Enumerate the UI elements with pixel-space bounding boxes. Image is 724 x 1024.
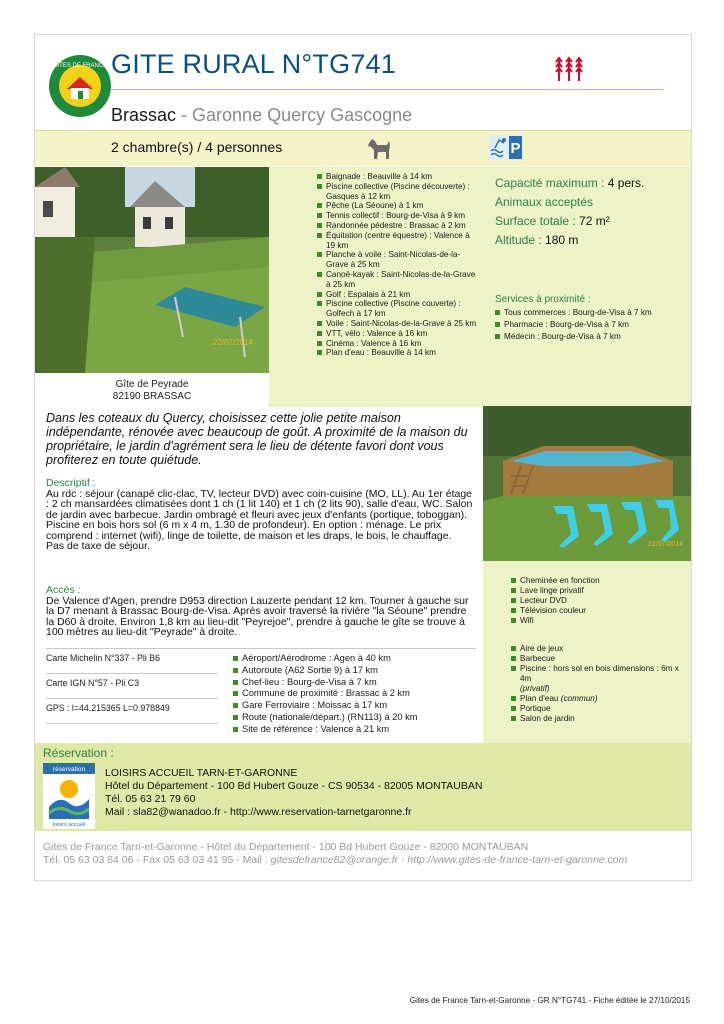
descriptif-body: Au rdc : séjour (canapé clic-clac, TV, lecteur DVD) avec coin-cuisine (MO, LL). Au 1er étage : 2 ch mansardées climatisées dont 1 ch (1 lit 140) et 1 ch (2 lits 90), salle d'eau, WC. Salon de jardin avec barbecue. Jardin ombragé et fleuri avec jeux d'enfants (portique, toboggan). Piscine en bois hors sol (6 m x 4 m, 1.30 de profondeur). En option : ménage. Le prix comprend : internet (wifi), linge de toilette, de maison et les draps, le bois, le chauffage. [46, 488, 473, 542]
altitude-stat [495, 233, 578, 247]
section-divider [46, 648, 476, 649]
list-item: Aire de jeux [511, 644, 689, 654]
list-item [511, 694, 689, 704]
list-item: Wifi [511, 616, 689, 626]
listing-sheet [34, 34, 692, 881]
dog-icon [365, 135, 393, 161]
list-item: Aéroport/Aérodrome : Agen à 40 km [233, 653, 418, 665]
epis-rating-icon [553, 53, 593, 83]
lake-note: (commun) [560, 694, 598, 703]
house-name: Gîte de Peyrade [115, 379, 189, 390]
acces-label: Accès : [46, 584, 81, 596]
list-item: Commune de proximité : Brassac à 2 km [233, 688, 418, 700]
descriptif-label: Descriptif : [46, 477, 96, 489]
list-item: Gare Ferroviaire : Moissac à 17 km [233, 700, 418, 712]
services-title: Services à proximité : [495, 294, 591, 305]
list-item: Tennis collectif : Bourg-de-Visa à 9 km [317, 211, 479, 221]
list-item: Salon de jardin [511, 714, 689, 724]
loisirs-accueil-logo [43, 763, 95, 829]
list-item: Randonnée pédestre : Brassac à 2 km [317, 221, 479, 231]
region-name: Garonne Quercy Gascogne [192, 105, 413, 125]
pool-photo [483, 406, 691, 561]
footer-phone: Tél. 05 63 03 84 06 - Fax 05 63 03 41 95 - Mail : [43, 854, 271, 866]
logo-top-text: réservation [52, 766, 86, 773]
equipment-panel [483, 561, 691, 743]
list-item: Site de référence : Valence à 21 km [233, 724, 418, 736]
surface-value: 72 m² [579, 214, 610, 228]
gps-coordinates: GPS : l=44.215365 L=0.978849 [46, 702, 218, 724]
descriptif-text [46, 489, 476, 551]
rooms-capacity: 2 chambre(s) / 4 personnes [111, 139, 283, 155]
gites-de-france-logo [47, 53, 113, 119]
list-item: VTT, vélo : Valence à 16 km [317, 329, 479, 339]
list-item: Piscine collective (Piscine couverte) : Golfech à 17 km [317, 299, 479, 319]
list-item [511, 664, 689, 694]
location-subtitle [111, 105, 412, 126]
edition-note: Gites de France Tarn-et-Garonne - GR N°TG741 - Fiche éditée le 27/10/2015 [409, 996, 690, 1005]
subtitle-separator: - [176, 105, 193, 125]
capacity-stat [495, 176, 644, 190]
logo-text: GÎTES DE FRANCE [52, 63, 108, 69]
house-postcode: 82190 BRASSAC [112, 391, 192, 402]
acces-text: De Valence d'Agen, prendre D953 direction Lauzerte pendant 12 km. Tourner à gauche sur la D7 menant à Brassac Bourg-de-Visa. Après avoir traversé la rivière "la Séoune" prendre la D60 à droite. Environ 1,8 km au lieu-dit "Peyrejoe", prendre à gauche le gîte se trouve à 100 mètres au lieu-dit "Peyrade" à droite. [46, 595, 469, 639]
capacity-value: 4 pers. [607, 176, 645, 190]
agency-phone: Tél. 05 63 21 79 60 [105, 793, 196, 805]
capacity-label: Capacité maximum : [495, 176, 608, 190]
leisure-panel [269, 167, 483, 407]
list-item: Cheminée en fonction [511, 576, 689, 586]
list-item: Tous commerces : Bourg-de-Visa à 7 km [495, 307, 652, 319]
ign-map: Carte IGN N°57 - Pli C3 [46, 677, 218, 699]
animals-stat: Animaux acceptés [495, 195, 594, 209]
list-item: Lave linge privatif [511, 586, 689, 596]
michelin-map: Carte Michelin N°337 - Pli B6 [46, 652, 218, 674]
list-item: Médecin : Bourg-de-Visa à 7 km [495, 331, 652, 343]
reservation-title: Réservation : [43, 746, 114, 760]
list-item: Barbecue [511, 654, 689, 664]
list-item: Lecteur DVD [511, 596, 689, 606]
surface-label: Surface totale : [495, 214, 580, 228]
distances-list [233, 653, 418, 736]
list-item: Pêche (La Séoune) à 1 km [317, 201, 479, 211]
altitude-label: Altitude : [495, 233, 546, 247]
outdoor-equipment-list [511, 644, 689, 724]
svg-text:P: P [510, 140, 521, 157]
list-item: Planche à voile : Saint-Nicolas-de-la-Grave à 25 km [317, 250, 479, 270]
maps-info [46, 652, 218, 727]
list-item: Baignade : Beauville à 14 km [317, 172, 479, 182]
indoor-equipment-list [511, 576, 689, 626]
intro-description: Dans les coteaux du Quercy, choisissez cette jolie petite maison indépendante, rénovée avec beaucoup de goût. A proximité de la maison du propriétaire, le jardin d'agrément sera le lieu de détente favori dont vous profiterez en toute quiétude. [46, 411, 468, 467]
list-item: Voile : Saint-Nicolas-de-la-Grave à 25 km [317, 319, 479, 329]
footer-address: Gites de France Tarn-et-Garonne - Hôtel du Département - 100 Bd Hubert Gouze - 82000 MONTAUBAN [43, 841, 529, 853]
photo1-caption [35, 379, 269, 403]
list-item: Pharmacie : Bourg-de-Visa à 7 km [495, 319, 652, 331]
list-item: Autoroute (A62 Sortie 9) à 17 km [233, 665, 418, 677]
list-item: Cinéma : Valence à 16 km [317, 339, 479, 349]
pool-icon [489, 135, 523, 160]
house-garden-photo [35, 167, 269, 373]
page-title: GITE RURAL N°TG741 [111, 49, 396, 79]
footer [43, 841, 627, 867]
reservation-panel [35, 743, 691, 831]
leisure-list [269, 167, 483, 358]
list-item: Télévision couleur [511, 606, 689, 616]
photo2-date-stamp: 22/07/2014 [647, 541, 683, 548]
agency-name: LOISIRS ACCUEIL TARN-ET-GARONNE [105, 767, 298, 779]
list-item: Portique [511, 704, 689, 714]
list-item: Plan d'eau : Beauville à 14 km [317, 348, 479, 358]
footer-mail-link[interactable]: gitesdefrance82@orange.fr - http://www.gites-de-france-tarn-et-garonne.com [270, 854, 628, 866]
town-name: Brassac [111, 105, 177, 125]
descriptif-tax: Pas de taxe de séjour. [46, 540, 150, 553]
photo1-date-stamp: 22/07/2014 [212, 338, 253, 347]
stats-panel [483, 167, 691, 407]
footer-contact [43, 854, 627, 867]
agency-address: Hôtel du Département - 100 Bd Hubert Gouze - CS 90534 - 82005 MONTAUBAN [105, 780, 483, 792]
pool-equipment: Piscine : hors sol en bois dimensions : 6m x 4m [520, 664, 679, 683]
list-item: Piscine collective (Piscine découverte) : Gasques à 12 km [317, 182, 479, 202]
title-divider [111, 89, 663, 90]
pool-note: (privatif) [520, 684, 550, 693]
logo-bottom-text: loisirs accueil [52, 822, 86, 828]
agency-mail[interactable]: Mail : sla82@wanadoo.fr - http://www.reservation-tarnetgaronne.fr [105, 806, 412, 818]
list-item: Chef-lieu : Bourg-de-Visa à 7 km [233, 677, 418, 689]
lake-equipment: Plan d'eau [520, 694, 559, 703]
list-item: Route (nationale/départ.) (RN113) à 20 km [233, 712, 418, 724]
capacity-band [35, 130, 691, 166]
reservation-details [105, 767, 482, 819]
list-item: Canoë-kayak : Saint-Nicolas-de-la-Grave à 25 km [317, 270, 479, 290]
altitude-value: 180 m [545, 233, 579, 247]
list-item: Golf : Espalais à 21 km [317, 290, 479, 300]
surface-stat [495, 214, 610, 228]
services-list [495, 307, 652, 343]
list-item: Équitation (centre équestre) : Valence à 19 km [317, 231, 479, 251]
